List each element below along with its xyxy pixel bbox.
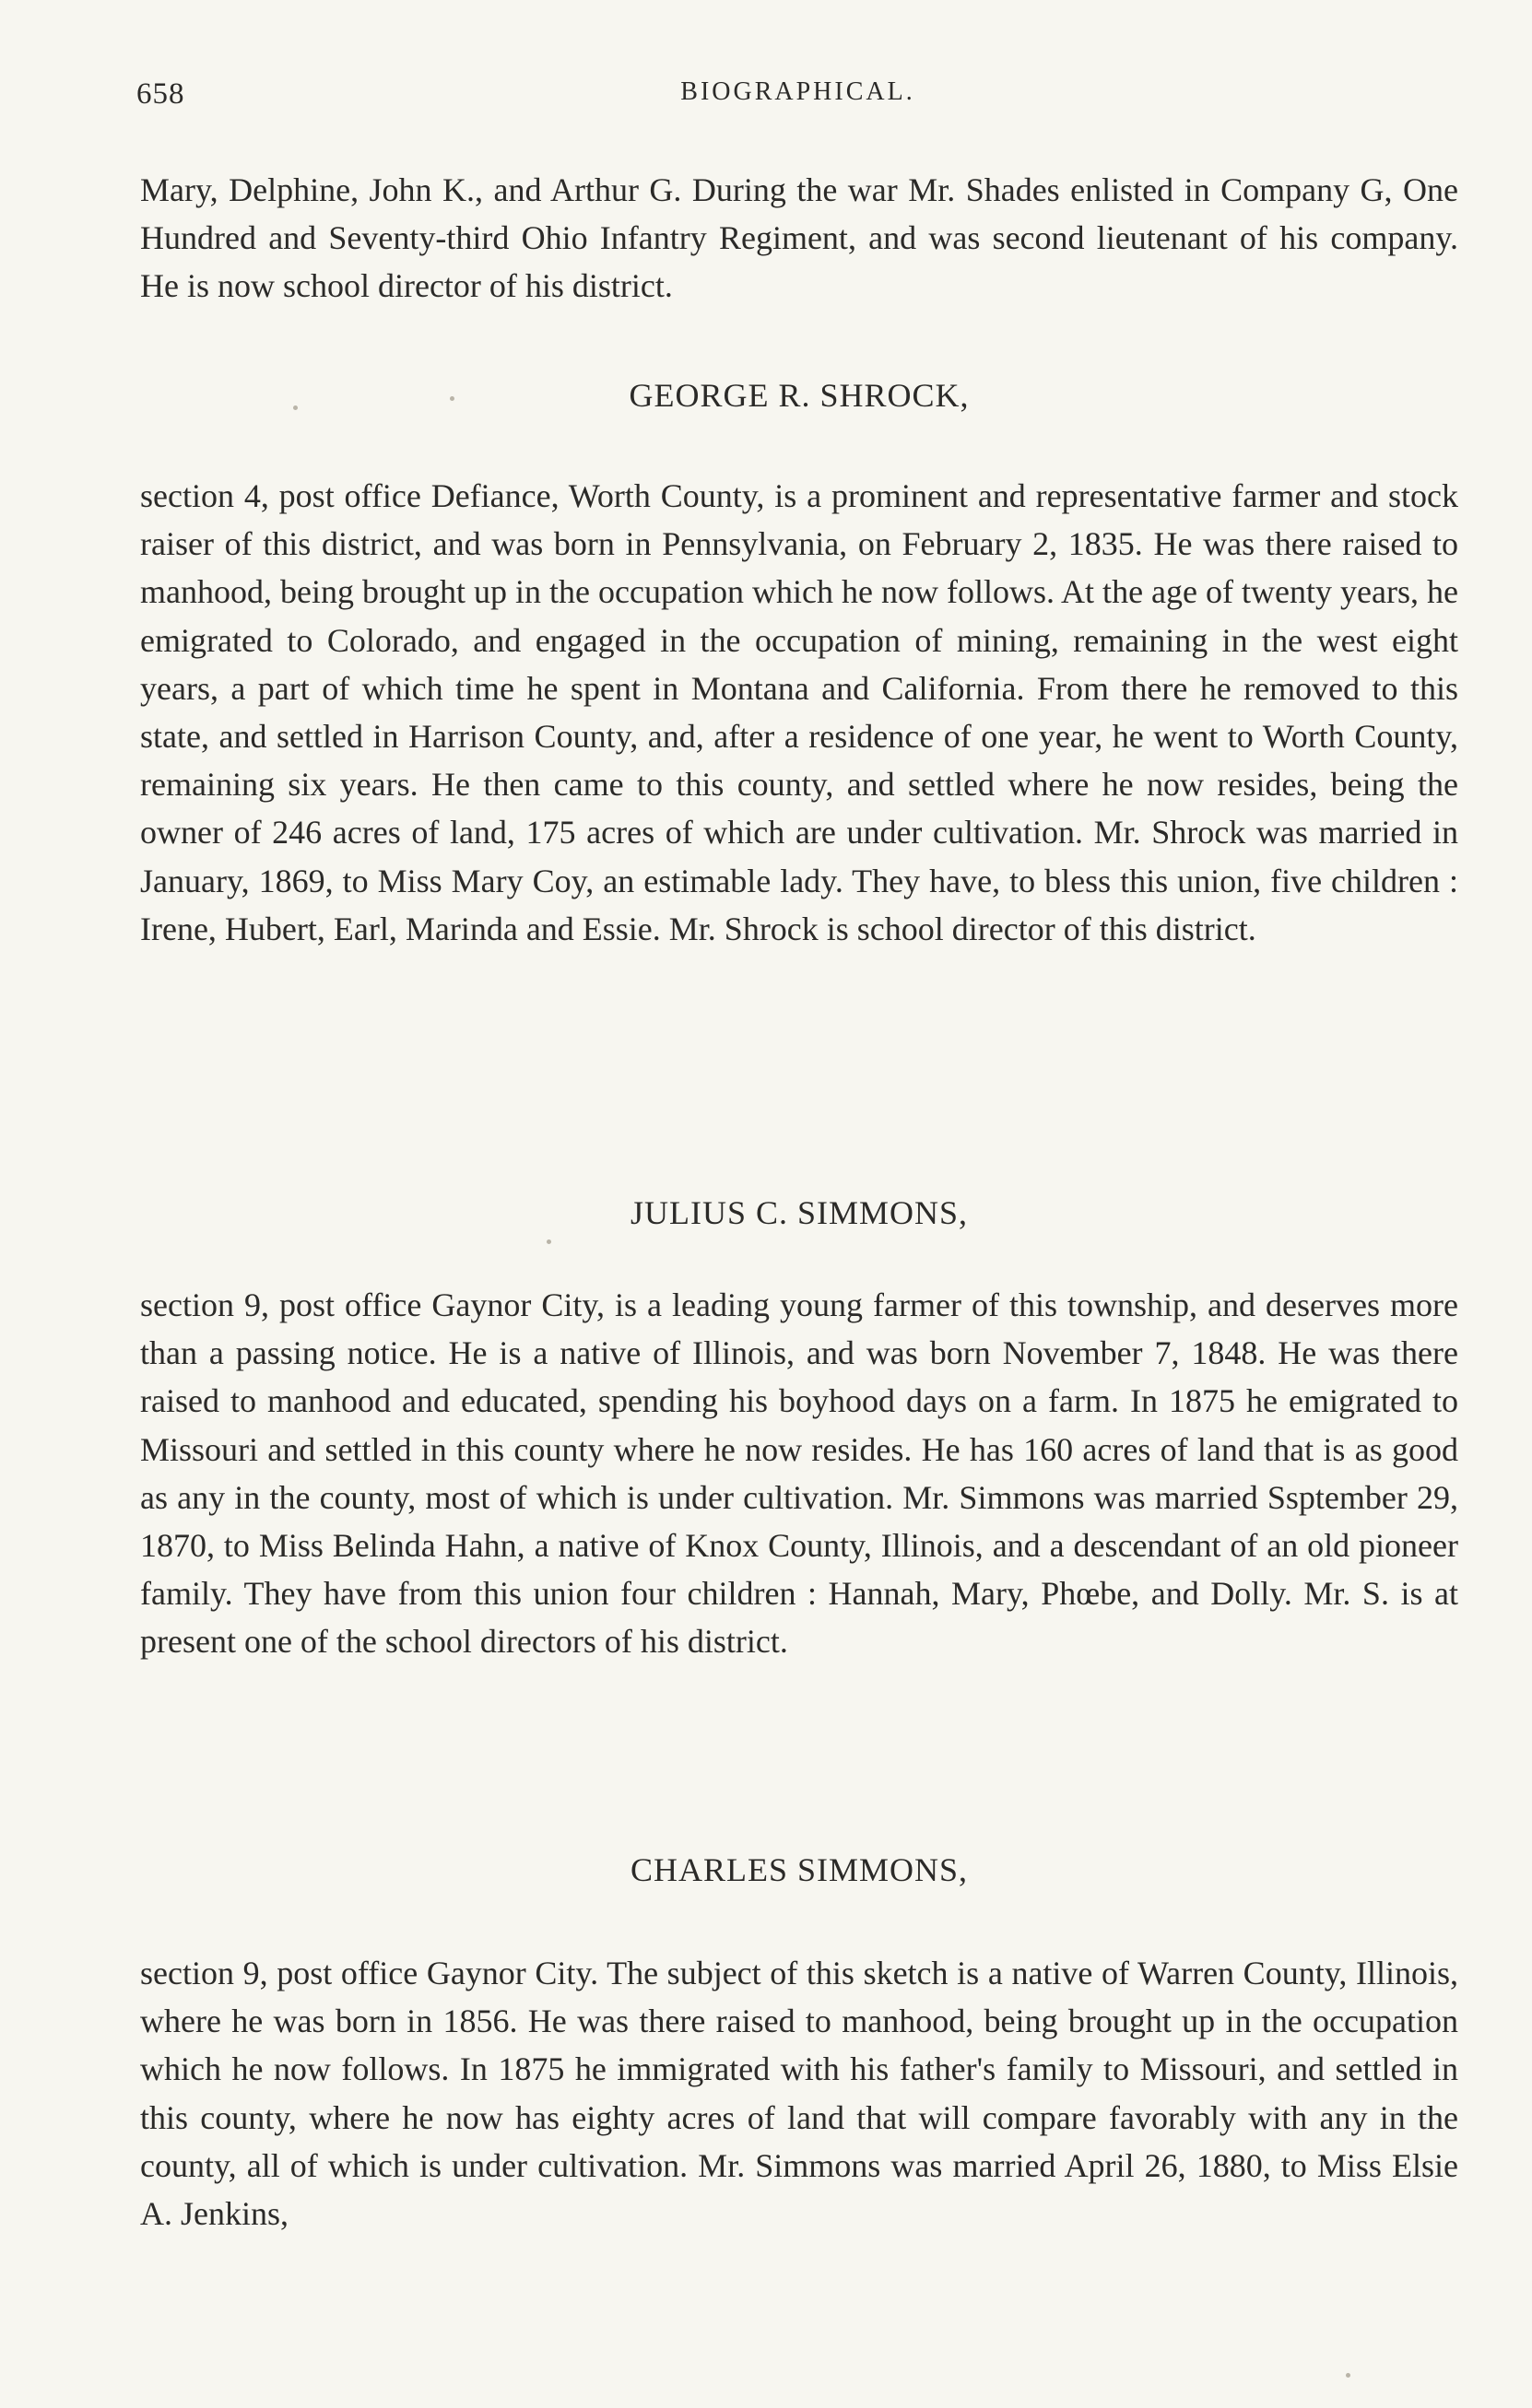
- entry-body-charles-simmons: section 9, post office Gaynor City. The subject of this sketch is a native of Warren County, Illinois, where he was born in 1856. He was there raised to manhood, being brought up in the occupation which he now follows. In 1875 he immigrated with his father's family to Missouri, and settled in this county, where he now has eighty acres of land that will compare favorably with any in the county, all of which is under cultivation. Mr. Simmons was married April 26, 1880, to Miss Elsie A. Jenkins,: [140, 1955, 1458, 2233]
- paper-speck: [293, 405, 298, 410]
- running-title: BIOGRAPHICAL.: [680, 77, 915, 106]
- entry-heading-charles-simmons: CHARLES SIMMONS,: [630, 1851, 969, 1888]
- paper-speck: [450, 396, 454, 401]
- entry-heading-julius-simmons: JULIUS C. SIMMONS,: [630, 1194, 969, 1231]
- entry-heading-shrock: GEORGE R. SHROCK,: [629, 377, 970, 414]
- entry-body-julius-simmons: section 9, post office Gaynor City, is a leading young farmer of this township, and deserves more than a passing notice. He is a native of Illinois, and was born November 7, 1848. He was there raised to manhood and educated, spending his boyhood days on a farm. In 1875 he emigrated to Missouri and settled in this county where he now resides. He has 160 acres of land that is as good as any in the county, most of which is under cultivation. Mr. Simmons was married Ssptember 29, 1870, to Miss Belinda Hahn, a native of Knox County, Illinois, and a descendant of an old pioneer family. They have from this union four children : Hannah, Mary, Phœbe, and Dolly. Mr. S. is at present one of the school directors of his district.: [140, 1286, 1458, 1661]
- paper-speck: [1346, 2373, 1350, 2378]
- paper-speck: [547, 1239, 551, 1244]
- entry-body-shrock: section 4, post office Defiance, Worth County, is a prominent and representative farmer and stock raiser of this district, and was born in Pennsylvania, on February 2, 1835. He was there raised to manhood, being brought up in the occupation which he now follows. At the age of twenty years, he emigrated to Colorado, and engaged in the occupation of mining, remaining in the west eight years, a part of which time he spent in Montana and California. From there he removed to this state, and settled in Harrison County, and, after a residence of one year, he went to Worth County, remaining six years. He then came to this county, and settled where he now resides, being the owner of 246 acres of land, 175 acres of which are under cultivation. Mr. Shrock was married in January, 1869, to Miss Mary Coy, an estimable lady. They have, to bless this union, five children : Irene, Hubert, Earl, Marinda and Essie. Mr. Shrock is school director of this district.: [140, 477, 1458, 947]
- running-head: [136, 77, 1459, 123]
- page-number: 658: [136, 77, 185, 111]
- opening-paragraph: Mary, Delphine, John K., and Arthur G. During the war Mr. Shades enlisted in Company G, One Hundred and Seventy-third Ohio Infantry Regiment, and was second lieutenant of his company. He is now school director of his district.: [140, 171, 1458, 305]
